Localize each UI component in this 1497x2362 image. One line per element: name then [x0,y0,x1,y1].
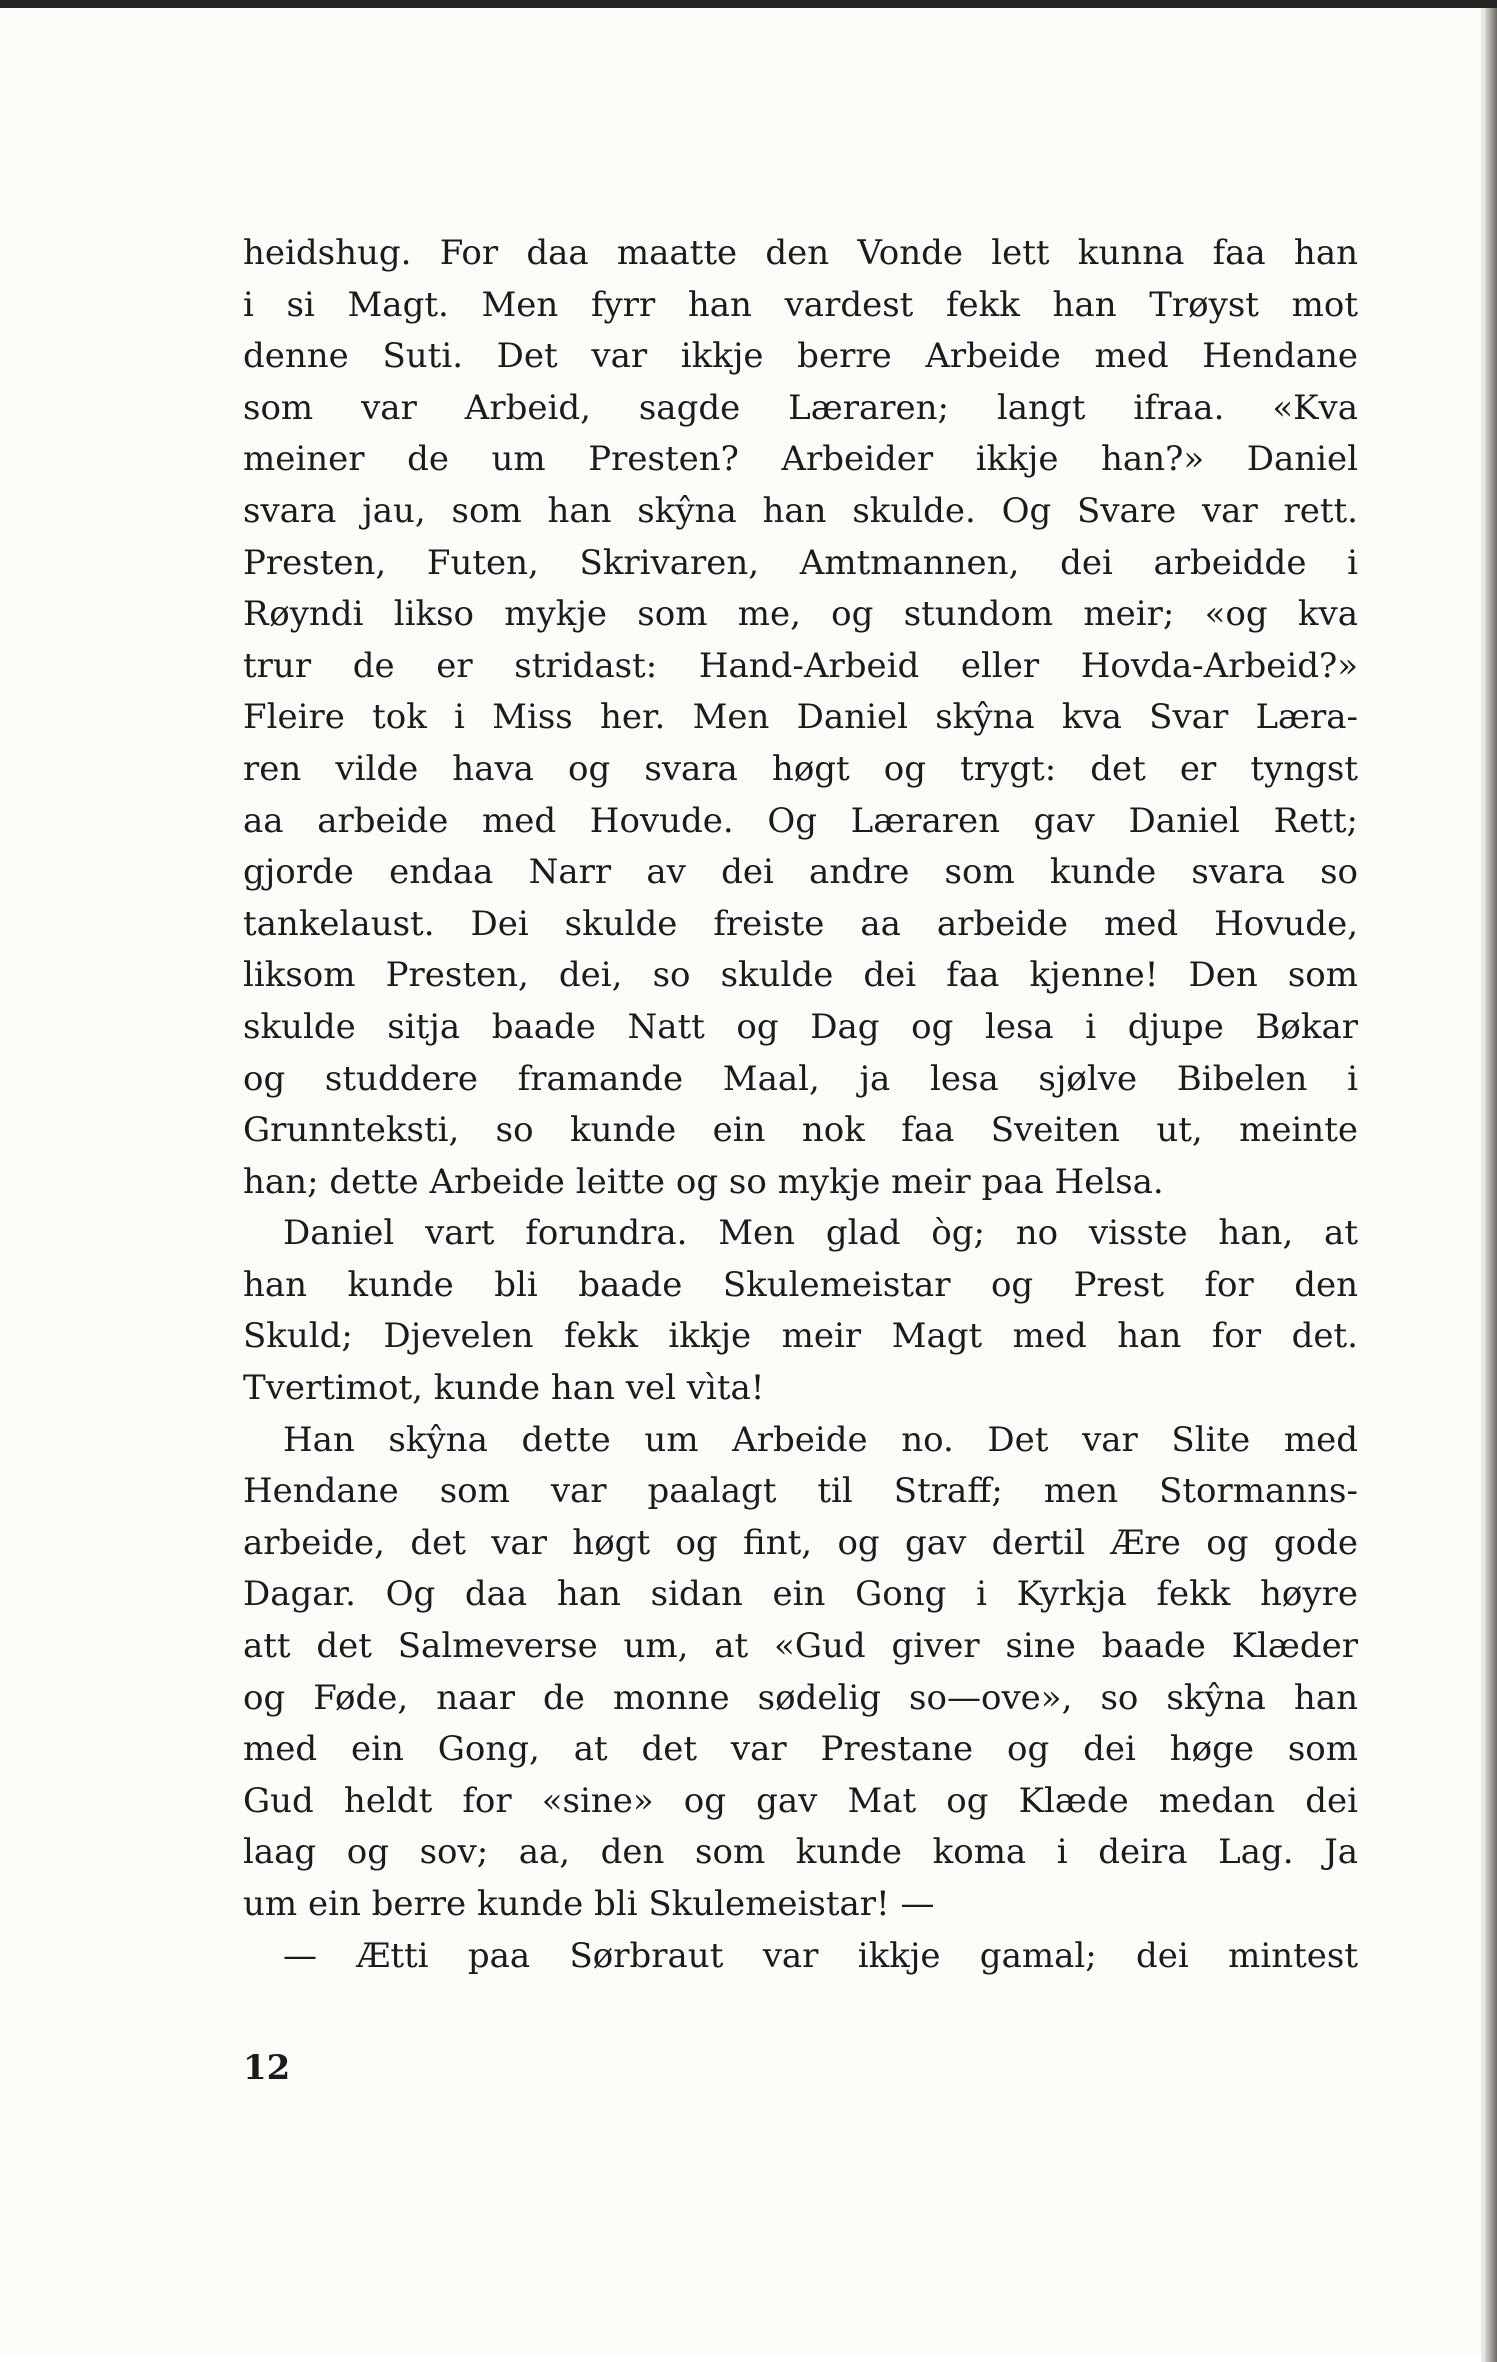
text-line: Dagar. Og daa han sidan ein Gong i Kyrkja fekk høyre [243,1574,1358,1615]
text-line: um ein berre kunde bli Skulemeistar! — [243,1884,935,1924]
text-line: meiner de um Presten? Arbeider ikkje han?» Daniel [243,439,1358,480]
text-line: og studdere framande Maal, ja lesa sjølve Bibelen i [243,1058,1358,1099]
text-line: trur de er stridast: Hand-Arbeid eller Hovda-Arbeid?» [243,645,1358,686]
text-line: Daniel vart forundra. Men glad òg; no visste han, at [283,1213,1358,1254]
text-line: Røyndi likso mykje som me, og stundom meir; «og kva [243,594,1358,635]
text-line: i si Magt. Men fyrr han vardest fekk han Trøyst mot [243,284,1358,325]
text-line: med ein Gong, at det var Prestane og dei høge som [243,1729,1358,1770]
text-line: gjorde endaa Narr av dei andre som kunde svara so [243,852,1358,893]
text-line: denne Suti. Det var ikkje berre Arbeide med Hendane [243,336,1358,377]
page-edge-shadow [1485,8,1497,2362]
text-line: tankelaust. Dei skulde freiste aa arbeide med Hovude, [243,903,1358,944]
page-number: 12 [243,2048,291,2088]
text-line: arbeide, det var høgt og fint, og gav dertil Ære og gode [243,1522,1358,1563]
text-line: og Føde, naar de monne sødelig so—ove», so skŷna han [243,1677,1358,1718]
text-line: Grunnteksti, so kunde ein nok faa Sveiten ut, meinte [243,1110,1358,1151]
text-line: laag og sov; aa, den som kunde koma i deira Lag. Ja [243,1832,1358,1873]
text-line: Gud heldt for «sine» og gav Mat og Klæde medan dei [243,1780,1358,1821]
text-line: liksom Presten, dei, so skulde dei faa kjenne! Den som [243,955,1358,996]
text-line: Presten, Futen, Skrivaren, Amtmannen, dei arbeidde i [243,542,1358,583]
text-line: Skuld; Djevelen fekk ikkje meir Magt med han for det. [243,1316,1358,1357]
text-line: Fleire tok i Miss her. Men Daniel skŷna kva Svar Lærа- [243,697,1358,738]
text-line: — Ætti paa Sørbraut var ikkje gamal; dei mintest [283,1935,1358,1976]
text-line: aa arbeide med Hovude. Og Læraren gav Daniel Rett; [243,800,1358,841]
text-line: han; dette Arbeide leitte og so mykje meir paa Helsa. [243,1161,1164,1202]
text-line: han kunde bli baade Skulemeistar og Prest for den [243,1264,1358,1305]
text-line: att det Salmeverse um, at «Gud giver sine baade Klæder [243,1626,1358,1667]
text-line: Han skŷna dette um Arbeide no. Det var Slite med [283,1419,1358,1460]
text-line: heidshug. For daa maatte den Vonde lett kunna faa han [243,233,1358,273]
text-line: ren vilde hava og svara høgt og trygt: det er tyngst [243,748,1358,789]
text-line: som var Arbeid, sagde Læraren; langt ifraa. «Kva [243,387,1358,428]
text-line: svara jau, som han skŷna han skulde. Og Svare var rett. [243,490,1358,531]
body-text [243,228,1358,1982]
text-line: skulde sitja baade Natt og Dag og lesa i djupe Bøkar [243,1006,1358,1047]
text-line: Tvertimot, kunde han vel vìta! [243,1368,765,1409]
text-line: Hendane som var paalagt til Straff; men Stormanns- [243,1471,1358,1512]
